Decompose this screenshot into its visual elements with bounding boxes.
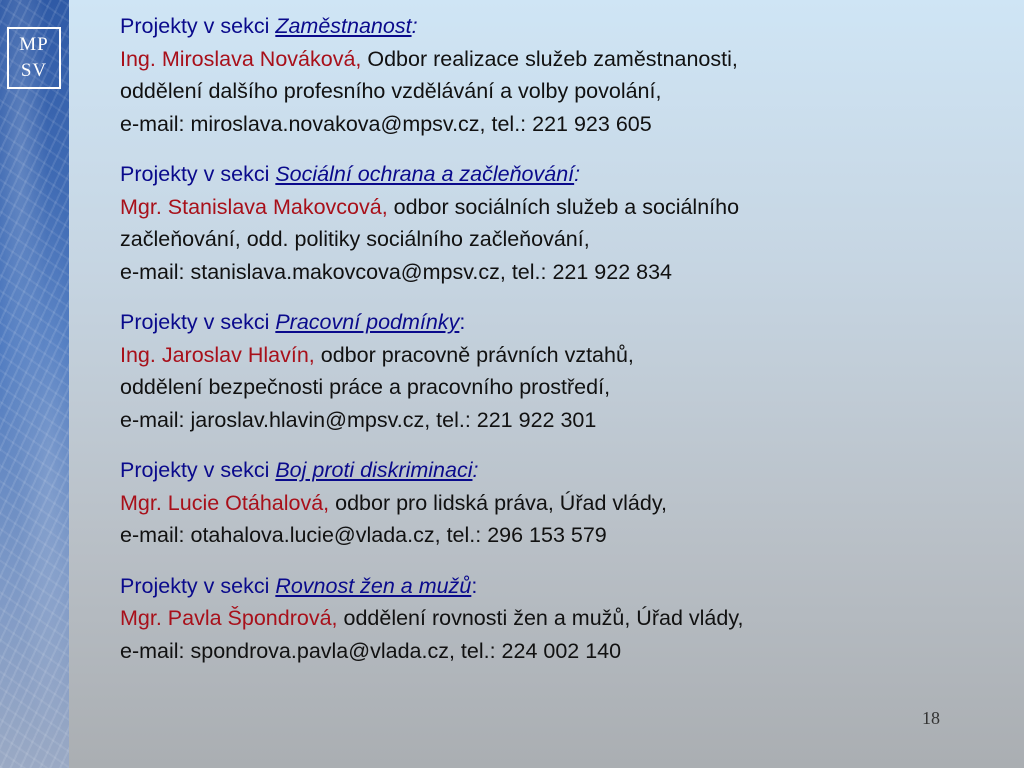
section-block-social-inclusion [120,158,990,288]
section-prefix: Projekty v sekci [120,14,276,38]
email-phone-line: e-mail: stanislava.makovcova@mpsv.cz, tel.: 221 922 834 [120,259,673,284]
contact-name: Ing. Jaroslav Hlavín, [120,342,315,367]
page-number: 18 [922,708,940,728]
section-block-working-conditions [120,306,990,436]
contact-line-1 [120,339,990,372]
section-name: Sociální ochrana a začleňování [275,162,575,186]
contact-line-1 [120,487,990,520]
section-block-employment [120,10,990,140]
section-prefix: Projekty v sekci [120,573,276,598]
section-name: Boj proti diskriminaci [275,458,473,482]
section-heading [120,570,990,603]
section-prefix: Projekty v sekci [120,458,276,482]
mpsv-logo [7,27,61,89]
section-name: Rovnost žen a mužů [275,573,472,598]
department-line-2: oddělení bezpečnosti práce a pracovního prostředí, [120,375,611,399]
contact-name: Mgr. Pavla Špondrová, [120,606,338,630]
department-text: odbor sociálních služeb a sociálního [387,194,740,219]
section-colon: : [472,458,479,482]
department-text: odbor pro lidská práva, Úřad vlády, [329,490,667,515]
email-phone-line: e-mail: miroslava.novakova@mpsv.cz, tel.: 221 923 605 [120,111,652,136]
email-phone-line: e-mail: otahalova.lucie@vlada.cz, tel.: 296 153 579 [120,523,607,547]
email-phone-line: e-mail: jaroslav.hlavin@mpsv.cz, tel.: 221 922 301 [120,407,597,432]
department-line-2: začleňování, odd. politiky sociálního začleňování, [120,227,590,251]
section-prefix: Projekty v sekci [120,310,276,334]
department-text: oddělení rovnosti žen a mužů, Úřad vlády, [337,606,744,630]
slide-content [120,10,990,685]
section-colon: : [574,162,581,186]
contact-name: Mgr. Stanislava Makovcová, [120,194,388,219]
section-colon: : [471,573,478,598]
contact-name: Ing. Miroslava Nováková, [120,46,362,71]
logo-line-2: SV [20,60,48,81]
department-text: Odbor realizace služeb zaměstnanosti, [361,46,738,71]
contact-name: Mgr. Lucie Otáhalová, [120,490,330,515]
email-phone-line: e-mail: spondrova.pavla@vlada.cz, tel.: 224 002 140 [120,638,622,663]
section-heading [120,306,990,339]
decorative-sidebar [0,0,69,768]
section-heading [120,454,990,487]
department-line-2: oddělení dalšího profesního vzdělávání a volby povolání, [120,79,662,103]
section-block-anti-discrimination [120,454,990,552]
section-colon: : [459,310,466,334]
contact-line-1 [120,43,990,76]
contact-line-1 [120,191,990,224]
section-name: Zaměstnanost [275,14,412,38]
section-heading [120,158,990,191]
department-text: odbor pracovně právních vztahů, [314,342,634,367]
section-name: Pracovní podmínky [275,310,460,334]
section-colon: : [411,14,418,38]
section-prefix: Projekty v sekci [120,162,276,186]
section-heading [120,10,990,43]
logo-line-1: MP [19,34,49,55]
section-block-gender-equality [120,570,990,668]
contact-line-1 [120,602,990,635]
